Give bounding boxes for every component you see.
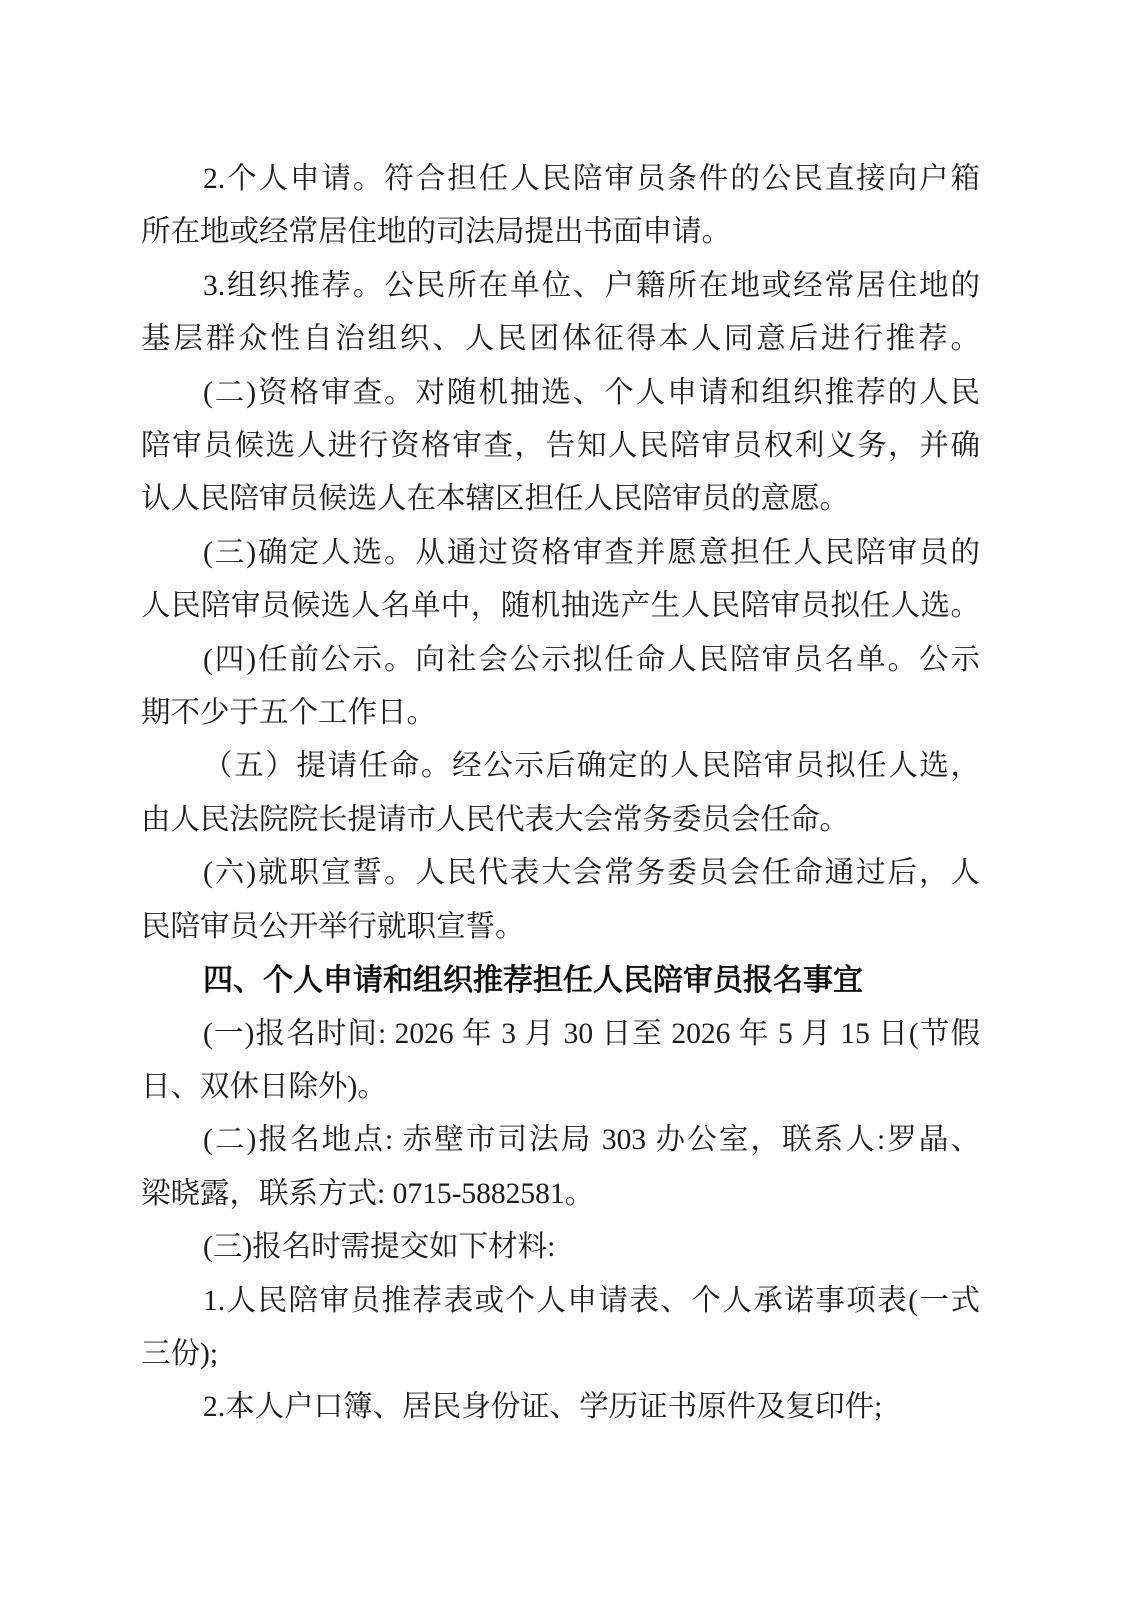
text-line: 2.本人户口簿、居民身份证、学历证书原件及复印件;: [203, 1391, 883, 1424]
text-line: (二)报名地点: 赤壁市司法局 303 办公室，联系人:罗晶、: [203, 1124, 980, 1157]
text-line: 3.组织推荐。公民所在单位、户籍所在地或经常居住地的: [203, 269, 980, 302]
text-line: (四)任前公示。向社会公示拟任命人民陪审员名单。公示: [203, 643, 980, 676]
text-line: 陪审员候选人进行资格审查，告知人民陪审员权利义务，并确: [141, 430, 980, 463]
text-line: 由人民法院院长提请市人民代表大会常务委员会任命。: [141, 803, 850, 836]
text-line: (三)确定人选。从通过资格审查并愿意担任人民陪审员的: [203, 536, 980, 569]
text-line: (一)报名时间: 2026 年 3 月 30 日至 2026 年 5 月 15 日(节假: [203, 1017, 980, 1050]
text-line: （五）提请任命。经公示后确定的人民陪审员拟任人选，: [203, 750, 980, 783]
text-line: 基层群众性自治组织、人民团体征得本人同意后进行推荐。: [141, 323, 980, 356]
text-line: (二)资格审查。对随机抽选、个人申请和组织推荐的人民: [203, 376, 980, 409]
text-line: 民陪审员公开举行就职宣誓。: [141, 910, 525, 943]
text-line: 梁晓露，联系方式: 0715-5882581。: [141, 1177, 595, 1210]
text-line: (三)报名时需提交如下材料:: [203, 1231, 556, 1264]
text-line: 所在地或经常居住地的司法局提出书面申请。: [141, 216, 732, 249]
text-line: (六)就职宣誓。人民代表大会常务委员会任命通过后，人: [203, 857, 980, 890]
text-line: 期不少于五个工作日。: [141, 697, 437, 730]
text-line: 2.个人申请。符合担任人民陪审员条件的公民直接向户箱: [203, 163, 980, 195]
text-line: 日、双休日除外)。: [141, 1070, 387, 1103]
text-line: 人民陪审员候选人名单中，随机抽选产生人民陪审员拟任人选。: [141, 590, 980, 623]
text-line: 1.人民陪审员推荐表或个人申请表、个人承诺事项表(一式: [203, 1284, 980, 1317]
section-heading: 四、个人申请和组织推荐担任人民陪审员报名事宜: [203, 964, 863, 998]
text-line: 三份);: [141, 1337, 219, 1370]
text-line: 认人民陪审员候选人在本辖区担任人民陪审员的意愿。: [141, 483, 850, 516]
